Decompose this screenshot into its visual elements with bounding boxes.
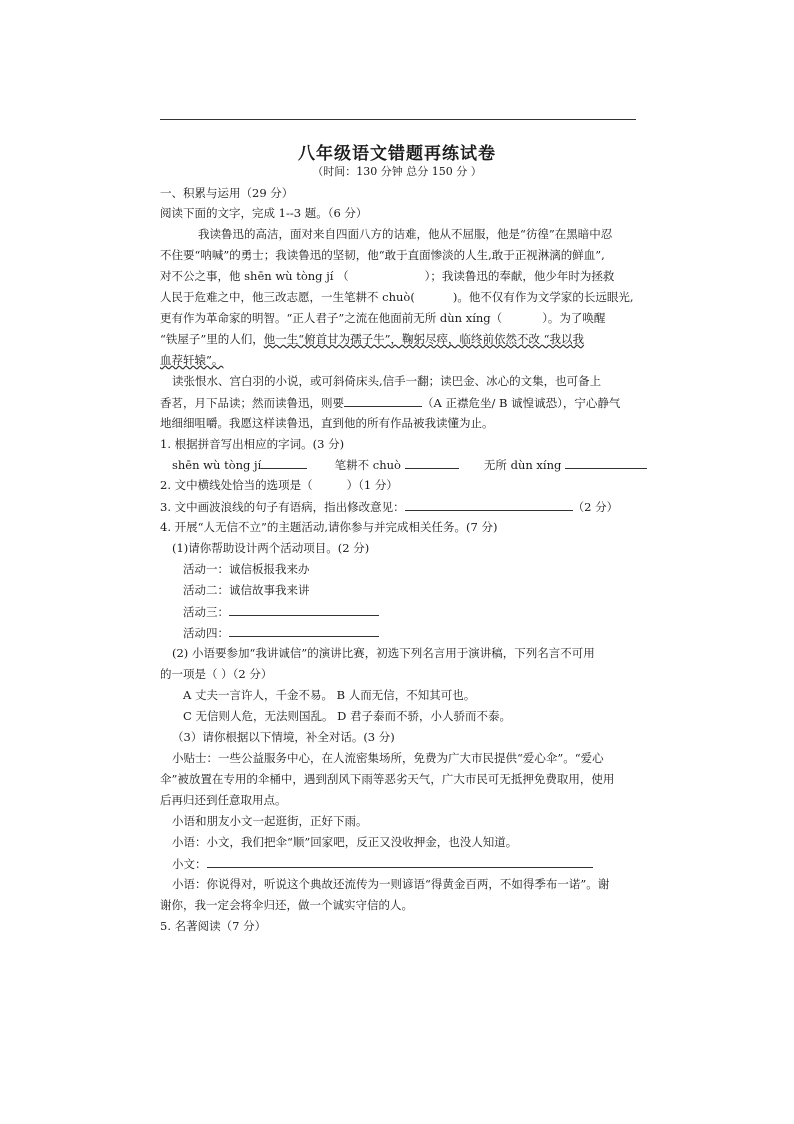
activity-item: 活动三：: [183, 603, 663, 620]
choice-options: A 丈夫一言许人，千金不易。 B 人而无信，不知其可也。: [183, 688, 476, 702]
wavy-underlined-sentence: 他一生“俯首甘为孺子牛”，鞠躬尽瘁，临终前依然不改 “我以我: [263, 332, 585, 346]
passage1-line: 人民于危难之中，他三改志愿，一生笔耕不 chuò( )。他不仅有作为文学家的长远眼光,: [160, 290, 634, 304]
question-3: 3. 文中画波浪线的句子有语病，指出修改意见： （2 分）: [160, 500, 619, 514]
dialog-line: 谢你，我一定会将伞归还，做一个诚实守信的人。: [160, 898, 413, 912]
question-5: 5. 名著阅读（7 分）: [160, 919, 267, 933]
question-4: 4. 开展“人无信不立”的主题活动,请你参与并完成相关任务。(7 分): [160, 520, 498, 534]
question-4-sub1: (1)请你帮助设计两个活动项目。(2 分): [172, 541, 370, 555]
question-1-items: shēn wù tòng jí 笔耕不 chuò 无所 dùn xíng: [172, 456, 642, 473]
exam-info: （时间：130 分钟 总分 150 分 ）: [312, 165, 482, 178]
page-title: 八年级语文错题再练试卷: [298, 144, 496, 164]
dialog-line: 小语和朋友小文一起逛街，正好下雨。: [172, 814, 368, 828]
fill-blank[interactable]: [405, 456, 459, 469]
fill-blank[interactable]: [261, 456, 307, 469]
section-heading: 一、积累与运用（29 分）: [160, 186, 294, 200]
question-2: 2. 文中横线处恰当的选项是（ ）（1 分）: [160, 478, 398, 492]
passage1-line: 对不公之事，他 shēn wù tòng jí （ ）；我读鲁迅的奉献，他少年时为拯救: [160, 269, 615, 283]
activity-item: 活动四：: [183, 624, 663, 641]
tip-line: 后再归还到任意取用点。: [160, 793, 287, 807]
passage1-line: 更有作为革命家的明智。“正人君子”之流在他面前无所 dùn xíng（ ）。为了唤醒: [160, 311, 606, 325]
activity-item: 活动一：诚信板报我来办: [183, 562, 310, 576]
tip-line: 小贴士：一些公益服务中心，在人流密集场所，免费为广大市民提供“爱心伞”。“爱心: [172, 751, 604, 765]
fill-blank[interactable]: [405, 498, 573, 511]
dialog-line: 小语：你说得对，听说这个典故还流传为一则谚语“得黄金百两，不如得季布一诺”。谢: [172, 877, 610, 891]
fill-blank[interactable]: [344, 394, 422, 407]
question-1: 1. 根据拼音写出相应的字词。(3 分): [160, 437, 345, 451]
fill-blank[interactable]: [229, 624, 379, 637]
fill-blank[interactable]: [207, 855, 593, 868]
question-4-sub2: (2) 小语要参加“我讲诚信”的演讲比赛，初选下列名言用于演讲稿，下列名言不可用: [172, 646, 595, 660]
wavy-underlined-sentence-end: 血荐轩辕”。: [160, 353, 224, 367]
question-4-sub2: 的一项是（ ）（2 分）: [160, 667, 273, 681]
question-4-sub3: （3）请你根据以下情境，补全对话。(3 分): [172, 730, 395, 744]
activity-item: 活动二：诚信故事我来讲: [183, 583, 310, 597]
passage1-line: 我读鲁迅的高洁，面对来自四面八方的诘难，他从不屈服，他是“彷徨”在黑暗中忍: [198, 227, 613, 241]
passage2-line: 地细细咀嚼。我愿这样读鲁迅，直到他的所有作品被我读懂为止。: [160, 416, 494, 430]
reading-intro: 阅读下面的文字，完成 1--3 题。（6 分）: [160, 206, 368, 220]
passage2-line: 读张恨水、宫白羽的小说，或可斜倚床头,信手一翻；读巴金、冰心的文集，也可备上: [172, 374, 602, 388]
passage1-line: 不住要“呐喊”的勇士；我读鲁迅的坚韧，他“敢于直面惨淡的人生,敢于正视淋漓的鲜血”,: [160, 248, 605, 262]
passage1-line: “铁屋子”里的人们，他一生“俯首甘为孺子牛”，鞠躬尽瘁，临终前依然不改 “我以我: [160, 332, 585, 346]
dialog-line: 小文：: [172, 855, 652, 872]
dialog-line: 小语：小文，我们把伞“顺”回家吧，反正又没收押金，也没人知道。: [172, 835, 518, 849]
header-rule: [160, 119, 636, 120]
fill-blank[interactable]: [229, 603, 379, 616]
passage1-line: [160, 352, 640, 368]
fill-blank[interactable]: [565, 456, 647, 469]
choice-options: C 无信则人危，无法则国乱。 D 君子泰而不骄，小人骄而不泰。: [183, 709, 511, 723]
passage2-line: 香茗，月下品读；然而读鲁迅，则要 （A 正襟危坐/ B 诚惶诚恐），宁心静气: [160, 396, 621, 410]
tip-line: 伞”被放置在专用的伞桶中，遇到刮风下雨等恶劣天气，广大市民可无抵押免费取用，使用: [160, 772, 615, 786]
